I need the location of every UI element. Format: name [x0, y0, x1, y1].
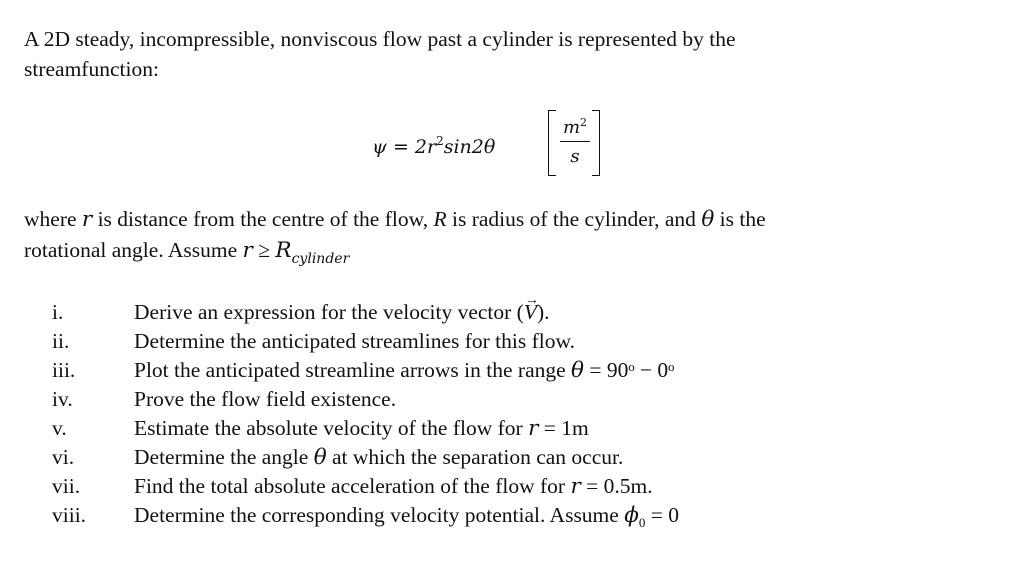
question-text: Plot the anticipated streamline arrows in the range θ = 90ᵒ − 0ᵒ [134, 358, 675, 383]
question-number: vii. [52, 474, 81, 498]
question-item-3 [52, 356, 679, 385]
question-number: ii. [52, 329, 70, 353]
question-list [52, 298, 679, 530]
question-number: i. [52, 300, 64, 324]
question-text: Determine the corresponding velocity potential. Assume $\phi_0 = 0$ [134, 503, 679, 530]
question-number: iv. [52, 387, 73, 411]
question-text: Determine the angle θ at which the separation can occur. [134, 445, 624, 470]
question-number: iii. [52, 358, 76, 382]
intro-line-2: streamfunction: [24, 57, 159, 81]
question-item-8 [52, 501, 679, 530]
question-item-2 [52, 327, 679, 356]
question-item-7 [52, 472, 679, 501]
question-text: Prove the flow field existence. [134, 387, 397, 411]
question-number: viii. [52, 503, 87, 527]
equation-lhs: ψ = 2r [372, 136, 437, 158]
fraction-bar [560, 141, 590, 142]
where-line-2: rotational angle. Assume $r \ge R_{cylinder}$ [24, 238, 350, 267]
equation-rhs: sin2θ [443, 136, 496, 158]
question-item-6 [52, 443, 679, 472]
question-text: Derive an expression for the velocity vector (→ V). [134, 298, 550, 327]
question-text: Find the total absolute acceleration of the flow for r = 0.5m. [134, 474, 653, 499]
right-bracket [592, 110, 600, 176]
question-item-4 [52, 385, 679, 414]
where-paragraph [24, 204, 766, 274]
unit-denominator: s [570, 146, 580, 167]
where-line-1: where r is distance from the centre of the flow, R is radius of the cylinder, and θ is the [24, 207, 766, 232]
question-number: v. [52, 416, 67, 440]
equation-power: 2 [436, 134, 444, 148]
question-number: vi. [52, 445, 75, 469]
velocity-vector: → V [524, 298, 537, 327]
equation-units [548, 110, 600, 176]
unit-numerator: $m^2$ [562, 116, 588, 138]
streamfunction-equation [372, 128, 495, 160]
intro-line-1: A 2D steady, incompressible, nonviscous flow past a cylinder is represented by the [24, 27, 736, 51]
question-item-1 [52, 298, 679, 327]
question-text: Estimate the absolute velocity of the flow for r = 1m [134, 416, 589, 441]
question-item-5 [52, 414, 679, 443]
intro-paragraph [24, 24, 736, 84]
question-text: Determine the anticipated streamlines for this flow. [134, 329, 576, 353]
left-bracket [548, 110, 556, 176]
